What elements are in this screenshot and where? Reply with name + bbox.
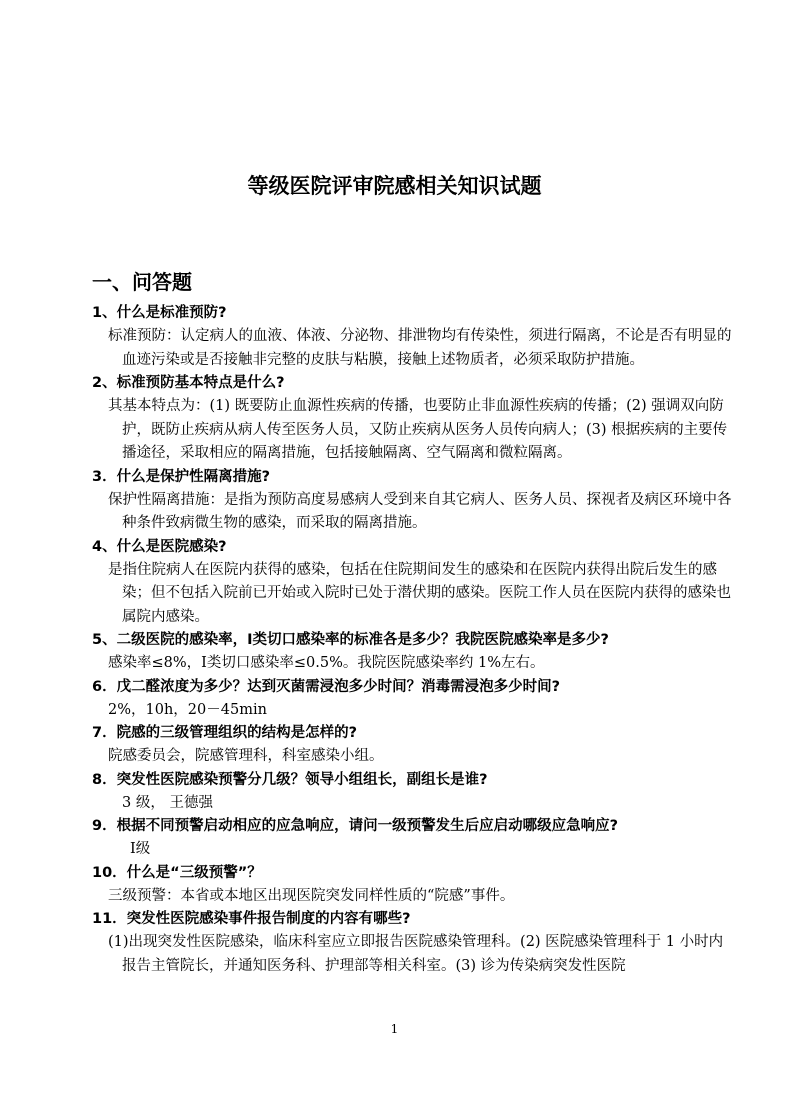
qa-item	[92, 629, 732, 676]
answer: 2%，10h，20－45min	[108, 701, 267, 718]
document-title: 等级医院评审院感相关知识试题	[247, 174, 542, 198]
qa-item	[92, 815, 732, 862]
answer: 院感委员会，院感管理科，科室感染小组。	[108, 748, 384, 764]
qa-list	[92, 302, 732, 978]
qa-item	[92, 536, 732, 630]
answer: 感染率≤8%，Ⅰ类切口感染率≤0.5%。我院医院感染率约 1%左右。	[108, 655, 545, 671]
question: 7．院感的三级管理组织的结构是怎样的?	[92, 725, 357, 741]
question: 3．什么是保护性隔离措施?	[92, 468, 270, 485]
qa-item	[92, 722, 732, 769]
qa-item	[92, 302, 732, 372]
answer: 3 级， 王德强	[122, 794, 213, 811]
page-number: 1	[390, 1022, 399, 1036]
qa-item	[92, 769, 732, 816]
qa-item	[92, 908, 732, 978]
question: 11．突发性医院感染事件报告制度的内容有哪些?	[92, 911, 411, 927]
question: 10．什么是“三级预警”？	[92, 864, 262, 881]
question: 8．突发性医院感染预警分几级？领导小组组长，副组长是谁?	[92, 771, 488, 788]
question: 1、什么是标准预防?	[92, 305, 227, 321]
question: 9．根据不同预警启动相应的应急响应，请问一级预警发生后应启动哪级应急响应?	[92, 818, 618, 834]
answer: 保护性隔离措施：是指为预防高度易感病人受到来自其它病人、医务人员、探视者及病区环境中各种条件致病微生物的感染，而采取的隔离措施。	[108, 491, 732, 531]
question: 2、标准预防基本特点是什么?	[92, 375, 285, 391]
question: 6．戊二醛浓度为多少？达到灭菌需浸泡多少时间？消毒需浸泡多少时间?	[92, 678, 560, 695]
answer: 是指住院病人在医院内获得的感染，包括在住院期间发生的感染和在医院内获得出院后发生的感染；但不包括入院前已开始或入院时已处于潜伏期的感染。医院工作人员在医院内获得的感染也属院内感染。	[108, 561, 731, 625]
section-heading: 一、问答题	[92, 270, 192, 294]
question: 5、二级医院的感染率，Ⅰ类切口感染率的标准各是多少？我院医院感染率是多少?	[92, 632, 609, 648]
answer: (1)出现突发性医院感染，临床科室应立即报告医院感染管理科。(2) 医院感染管理科于 1 小时内报告主管院长，并通知医务科、护理部等相关科室。(3) 诊为传染病突发性医院	[108, 934, 724, 974]
qa-item	[92, 676, 732, 723]
answer: Ⅰ级	[130, 841, 151, 857]
qa-item	[92, 372, 732, 466]
answer: 三级预警：本省或本地区出现医院突发同样性质的“院感”事件。	[108, 887, 515, 904]
answer: 标准预防：认定病人的血液、体液、分泌物、排泄物均有传染性，须进行隔离，不论是否有明显的血迹污染或是否接触非完整的皮肤与粘膜，接触上述物质者，必须采取防护措施。	[108, 328, 732, 368]
answer: 其基本特点为：(1) 既要防止血源性疾病的传播，也要防止非血源性疾病的传播；(2) 强调双向防护，既防止疾病从病人传至医务人员，又防止疾病从医务人员传向病人；(3) 根据疾病的主要传播途径，采取相应的隔离措施，包括接触隔离、空气隔离和微粒隔离。	[108, 398, 728, 461]
qa-item	[92, 466, 732, 536]
qa-item	[92, 862, 732, 909]
question: 4、什么是医院感染?	[92, 538, 227, 555]
